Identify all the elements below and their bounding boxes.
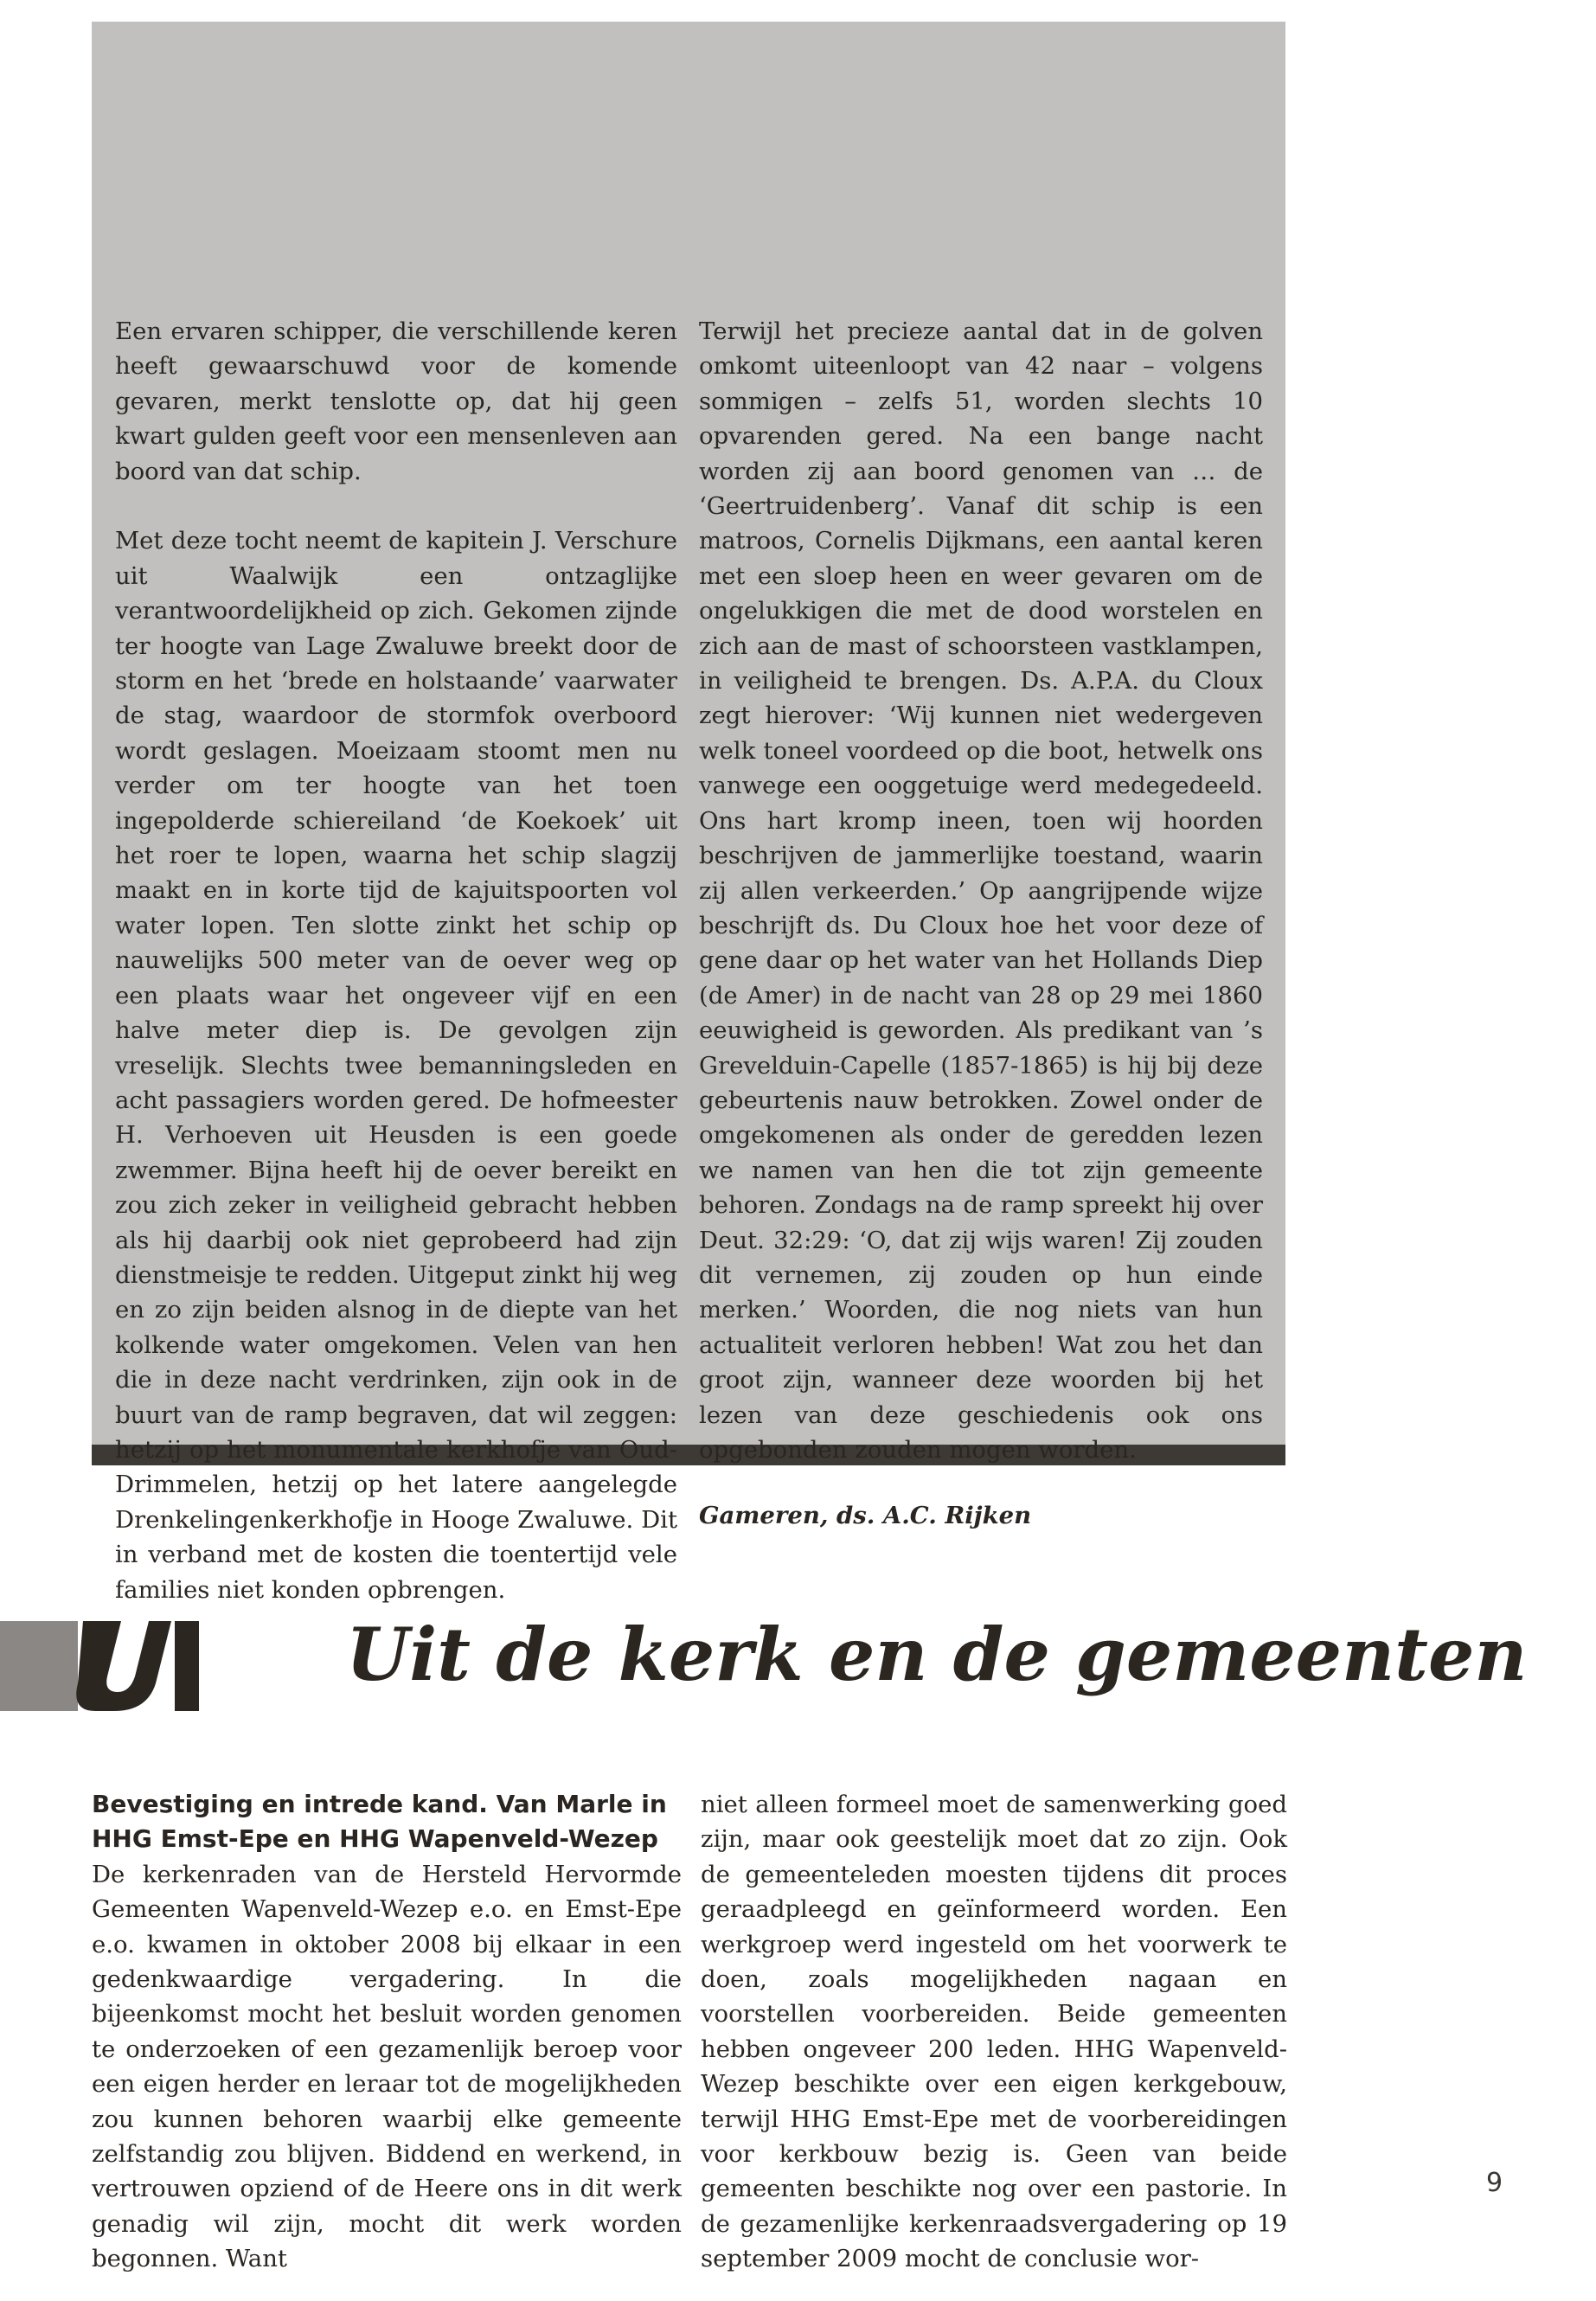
paragraph: Terwijl het precieze aantal dat in de golven omkomt uiteenloopt van 42 naar – volgens sommigen – zelfs 51, worden slechts 10 opvarenden gered. Na een bange nacht worden zij aan boord genomen van … de ‘Geertruidenberg’. Vanaf dit schip is een matroos, Cornelis Dijkmans, een aantal keren met een sloep heen en weer gevaren om de ongelukkigen die met de dood worstelen en zich aan de mast of schoorsteen vastklampen, in veiligheid te brengen. Ds. A.P.A. du Cloux zegt hierover: ‘Wij kunnen niet wedergeven welk toneel voordeed op die boot, hetwelk ons vanwege een ooggetuige werd medegedeeld. Ons hart kromp ineen, toen wij hoorden beschrijven de jammerlijke toestand, waarin zij allen verkeerden.’ Op aangrijpende wijze beschrijft ds. Du Cloux hoe het voor deze of gene daar op het water van het Hollands Diep (de Amer) in de nacht van 28 op 29 mei 1860 eeuwigheid is geworden. Als predikant van ’s Grevelduin-Capelle (1857-1865) is hij bij deze gebeurtenis nauw betrokken. Zowel onder de omgekomenen als onder de geredden lezen we namen van hen die tot zijn gemeente behoren. Zondags na de ramp spreekt hij over Deut. 32:29: ‘O, dat zij wijs waren! Zij zouden dit vernemen, zij zouden op hun einde merken.’ Woorden, die nog niets van hun actualiteit verloren hebben! Wat zou het dan groot zijn, wanneer deze woorden bij het lezen van deze geschiedenis ook ons opgebonden zouden mogen worden.: [699, 317, 1263, 1464]
article-column-right: [699, 314, 1263, 1534]
paragraph: Een ervaren schipper, die verschillende keren heeft gewaarschuwd voor de komende gevaren, merkt tenslotte op, dat hij geen kwart gulden geeft voor een mensenleven aan boord van dat schip.: [115, 317, 677, 485]
section-title: Uit de kerk en de gemeenten: [346, 1612, 1528, 1697]
article-column-left: [115, 314, 677, 1607]
paragraph: De kerkenraden van de Hersteld Hervormde Gemeenten Wapenveld-Wezep e.o. en Emst-Epe e.o. kwamen in oktober 2008 bij elkaar in een gedenkwaardige vergadering. In die bijeenkomst mocht het besluit worden genomen te onderzoeken of een gezamenlijk beroep voor een eigen herder en leraar tot de mogelijkheden zou kunnen behoren waarbij elke gemeente zelfstandig zou blijven. Biddend en werkend, in vertrouwen opziend of de Heere ons in dit werk genadig wil zijn, mocht dit werk worden begonnen. Want: [92, 1860, 682, 2273]
section-u-logo-icon: [0, 1621, 199, 1711]
page-number: 9: [1486, 2168, 1503, 2198]
news-column-right: [701, 1787, 1287, 2277]
author-signature: Gameren, ds. A.C. Rijken: [699, 1502, 1032, 1530]
article-heading: Bevestiging en intrede kand. Van Marle in HHG Emst-Epe en HHG Wapenveld-Wezep: [92, 1790, 667, 1854]
paragraph: Met deze tocht neemt de kapitein J. Verschure uit Waalwijk een ontzaglijke verantwoordelijkheid op zich. Gekomen zijnde ter hoogte van Lage Zwaluwe breekt door de storm en het ‘brede en holstaande’ vaarwater de stag, waardoor de stormfok overboord wordt geslagen. Moeizaam stoomt men nu verder om ter hoogte van het toen ingepolderde schiereiland ‘de Koekoek’ uit het roer te lopen, waarna het schip slagzij maakt en in korte tijd de kajuitspoorten vol water lopen. Ten slotte zinkt het schip op nauwelijks 500 meter van de oever weg op een plaats waar het ongeveer vijf en een halve meter diep is. De gevolgen zijn vreselijk. Slechts twee bemanningsleden en acht passagiers worden gered. De hofmeester H. Verhoeven uit Heusden is een goede zwemmer. Bijna heeft hij de oever bereikt en zou zich zeker in veiligheid gebracht hebben als hij daarbij ook niet geprobeerd had zijn dienstmeisje te redden. Uitgeput zinkt hij weg en zo zijn beiden alsnog in de diepte van het kolkende water omgekomen. Velen van hen die in deze nacht verdrinken, zijn ook in de buurt van de ramp begraven, dat wil zeggen: hetzij op het monumentale kerkhofje van Oud-Drimmelen, hetzij op het latere aangelegde Drenkelingenkerkhofje in Hooge Zwaluwe. Dit in verband met de kosten die toentertijd vele families niet konden opbrengen.: [115, 527, 677, 1604]
paragraph: niet alleen formeel moet de samenwerking goed zijn, maar ook geestelijk moet dat zo zijn. Ook de gemeenteleden moesten tijdens dit proces geraadpleegd en geïnformeerd worden. Een werkgroep werd ingesteld om het voorwerk te doen, zoals mogelijkheden nagaan en voorstellen voorbereiden. Beide gemeenten hebben ongeveer 200 leden. HHG Wapenveld-Wezep beschikte over een eigen kerkgebouw, terwijl HHG Emst-Epe met de voorbereidingen voor kerkbouw bezig is. Geen van beide gemeenten beschikte nog over een pastorie. In de gezamenlijke kerkenraadsvergadering op 19 september 2009 mocht de conclusie wor-: [701, 1791, 1287, 2273]
news-column-left: [92, 1787, 682, 2277]
